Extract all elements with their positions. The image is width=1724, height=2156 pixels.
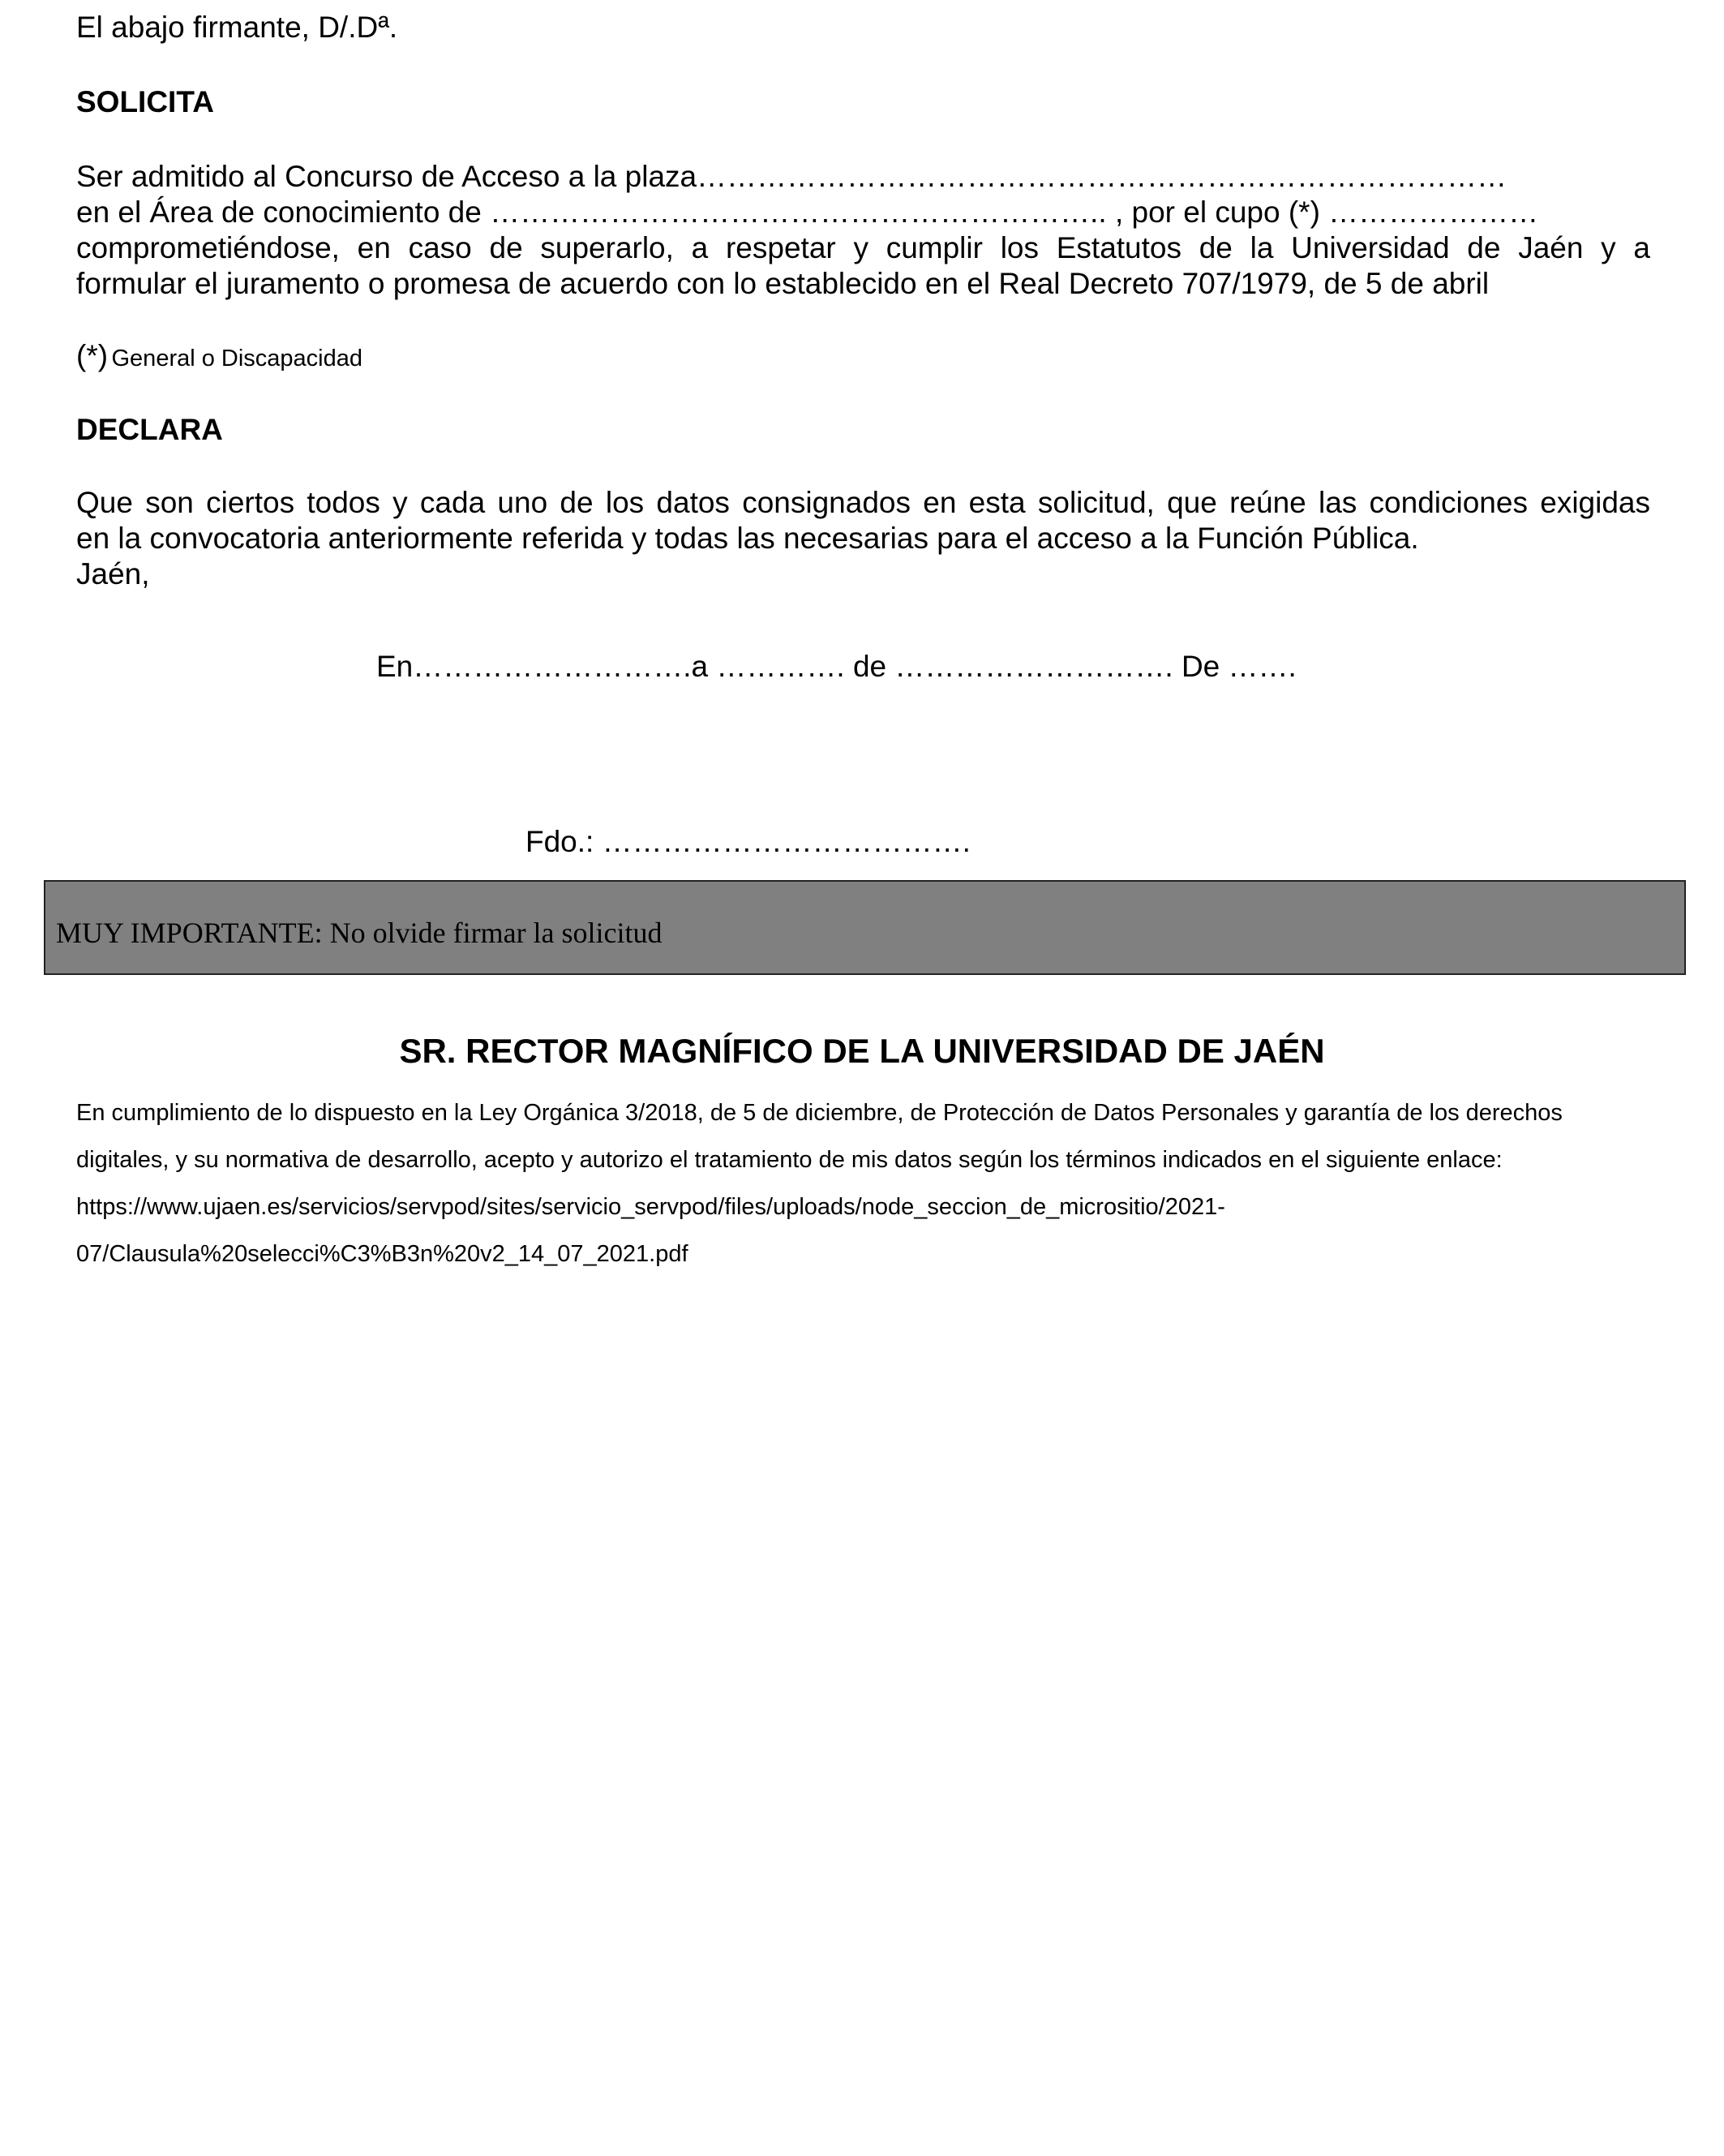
solicita-line: comprometiéndose, en caso de superarlo, a respetar y cumplir los Estatutos de la Universidad de Jaén y a [76, 231, 1650, 264]
declara-line: Jaén, [76, 557, 150, 591]
recipient-heading: SR. RECTOR MAGNÍFICO DE LA UNIVERSIDAD DE JAÉN [399, 1032, 1325, 1070]
privacy-line: En cumplimiento de lo dispuesto en la Ley Orgánica 3/2018, de 5 de diciembre, de Protección de Datos Personales y garantía de los derechos [76, 1100, 1563, 1126]
important-notice-box [44, 880, 1686, 975]
declara-heading: DECLARA [76, 413, 223, 446]
footnote [76, 339, 362, 373]
signature-line: Fdo.: ………………………………. [525, 825, 971, 858]
intro-text: El abajo firmante, D/.Dª. [76, 11, 398, 44]
privacy-line: digitales, y su normativa de desarrollo, acepto y autorizo el tratamiento de mis datos según los términos indicados en el siguiente enlace: [76, 1147, 1503, 1173]
privacy-notice [76, 1089, 1666, 1278]
date-line: En……………………….a …………. de ………………………. De ……. [376, 650, 1297, 683]
declara-line: Que son ciertos todos y cada uno de los datos consignados en esta solicitud, que reúne las condiciones exigidas [76, 486, 1650, 519]
solicita-paragraph [76, 159, 1650, 302]
declara-line: en la convocatoria anteriormente referida y todas las necesarias para el acceso a la Función Pública. [76, 522, 1419, 555]
footnote-text: General o Discapacidad [111, 346, 363, 372]
solicita-line: en el Área de conocimiento de …………………………………………………….. , por el cupo (*) ………………… [76, 195, 1539, 229]
solicita-line: formular el juramento o promesa de acuerdo con lo establecido en el Real Decreto 707/1979, de 5 de abril [76, 267, 1490, 300]
declara-paragraph [76, 485, 1650, 592]
privacy-link[interactable]: https://www.ujaen.es/servicios/servpod/sites/servicio_servpod/files/uploads/node_seccion_de_micrositio/2021- [76, 1194, 1225, 1220]
footnote-mark: (*) [76, 339, 109, 372]
important-notice-text: MUY IMPORTANTE: No olvide firmar la solicitud [56, 917, 663, 949]
solicita-heading: SOLICITA [76, 85, 214, 118]
solicita-line: Ser admitido al Concurso de Acceso a la plaza……………………………………………………………………… [76, 160, 1507, 193]
privacy-link[interactable]: 07/Clausula%20selecci%C3%B3n%20v2_14_07_2021.pdf [76, 1241, 688, 1267]
